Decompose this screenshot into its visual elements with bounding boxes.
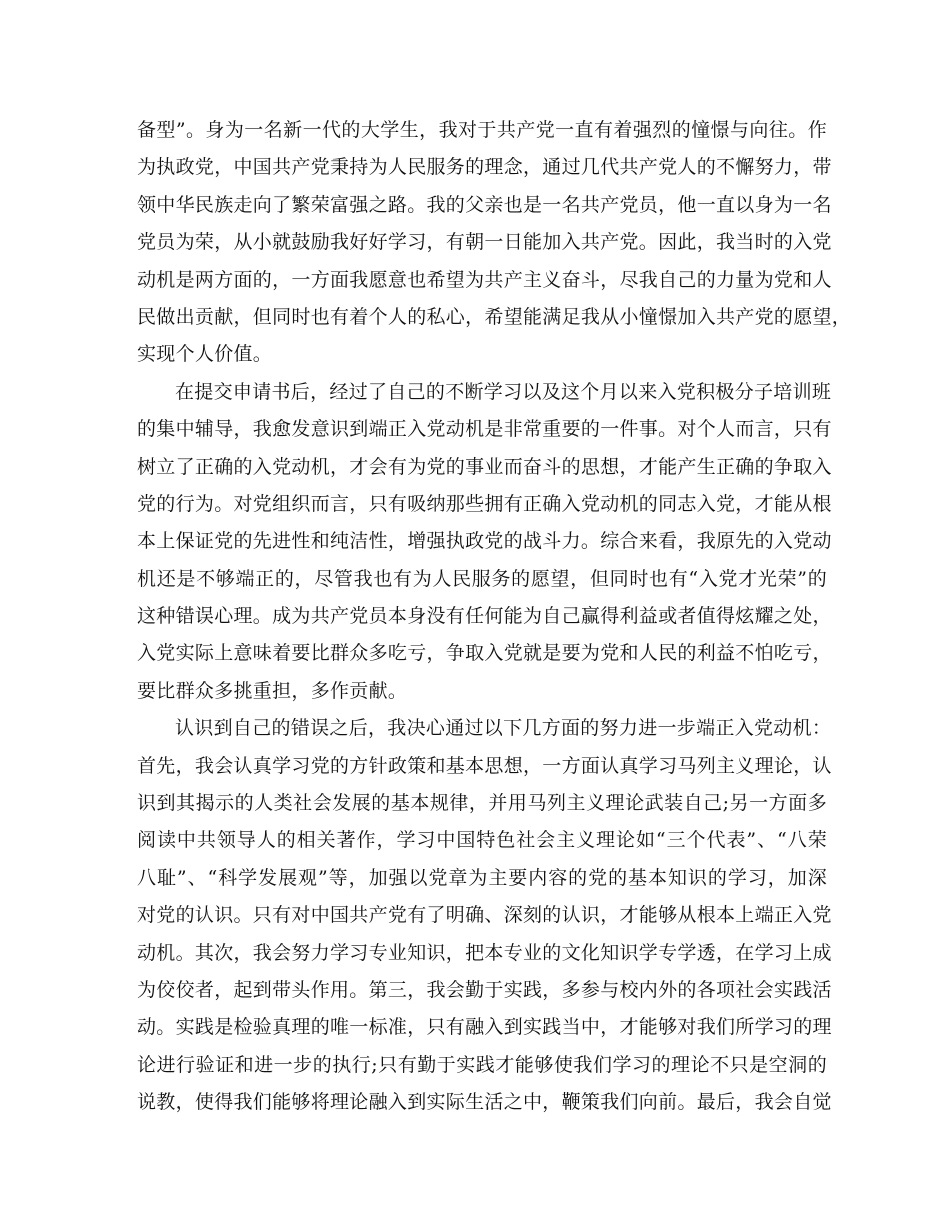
text-line: 实现个人价值。 [137,343,273,366]
text-line: 备型”。身为一名新一代的大学生，我对于共产党一直有着强烈的憧憬与向往。作 [137,119,827,141]
text-line: 入党实际上意味着要比群众多吃亏，争取入党就是要为党和人民的利益不怕吃亏， [137,642,832,665]
text-line: 机还是不够端正的，尽管我也有为人民服务的愿望，但同时也有“入党才光荣”的 [137,567,827,590]
text-line: 首先，我会认真学习党的方针政策和基本思想，一方面认真学习马列主义理论，认 [137,754,832,777]
text-line: 领中华民族走向了繁荣富强之路。我的父亲也是一名共产党员，他一直以身为一名 [137,193,832,216]
text-line: 阅读中共领导人的相关著作，学习中国特色社会主义理论如“三个代表”、“八荣 [137,829,827,852]
text-line: 要比群众多挑重担，多作贡献。 [137,679,408,702]
text-line: 识到其揭示的人类社会发展的基本规律，并用马列主义理论武装自己;另一方面多 [137,792,827,815]
document-body [137,112,852,1122]
text-line: 八耻”、“科学发展观”等，加强以党章为主要内容的党的基本知识的学习，加深 [137,866,827,889]
text-line: 这种错误心理。成为共产党员本身没有任何能为自己赢得利益或者值得炫耀之处， [137,605,832,628]
text-line: 论进行验证和进一步的执行;只有勤于实践才能够使我们学习的理论不只是空洞的 [137,1053,827,1076]
text-line: 在提交申请书后，经过了自己的不断学习以及这个月以来入党积极分子培训班 [175,380,832,403]
text-line: 认识到自己的错误之后，我决心通过以下几方面的努力进一步端正入党动机： [175,717,832,740]
text-line: 动机。其次，我会努力学习专业知识，把本专业的文化知识学专学透，在学习上成 [137,941,832,964]
text-line: 党的行为。对党组织而言，只有吸纳那些拥有正确入党动机的同志入党，才能从根 [137,492,832,515]
text-line: 动机是两方面的，一方面我愿意也希望为共产主义奋斗，尽我自己的力量为党和人 [137,268,832,291]
text-line: 动。实践是检验真理的唯一标准，只有融入到实践当中，才能够对我们所学习的理 [137,1016,832,1039]
text-line: 树立了正确的入党动机，才会有为党的事业而奋斗的思想，才能产生正确的争取入 [137,455,832,478]
text-line: 的集中辅导，我愈发意识到端正入党动机是非常重要的一件事。对个人而言，只有 [137,418,832,441]
text-line: 对党的认识。只有对中国共产党有了明确、深刻的认识，才能够从根本上端正入党 [137,904,832,927]
text-line: 民做出贡献，但同时也有着个人的私心，希望能满足我从小憧憬加入共产党的愿望， [137,305,852,328]
text-line: 本上保证党的先进性和纯洁性，增强执政党的战斗力。综合来看，我原先的入党动 [137,530,832,553]
text-line: 为佼佼者，起到带头作用。第三，我会勤于实践，多参与校内外的各项社会实践活 [137,978,832,1001]
text-line: 党员为荣，从小就鼓励我好好学习，有朝一日能加入共产党。因此，我当时的入党 [137,231,832,254]
text-line: 为执政党，中国共产党秉持为人民服务的理念，通过几代共产党人的不懈努力，带 [137,156,832,179]
text-line: 说教，使得我们能够将理论融入到实际生活之中，鞭策我们向前。最后，我会自觉 [137,1091,832,1114]
